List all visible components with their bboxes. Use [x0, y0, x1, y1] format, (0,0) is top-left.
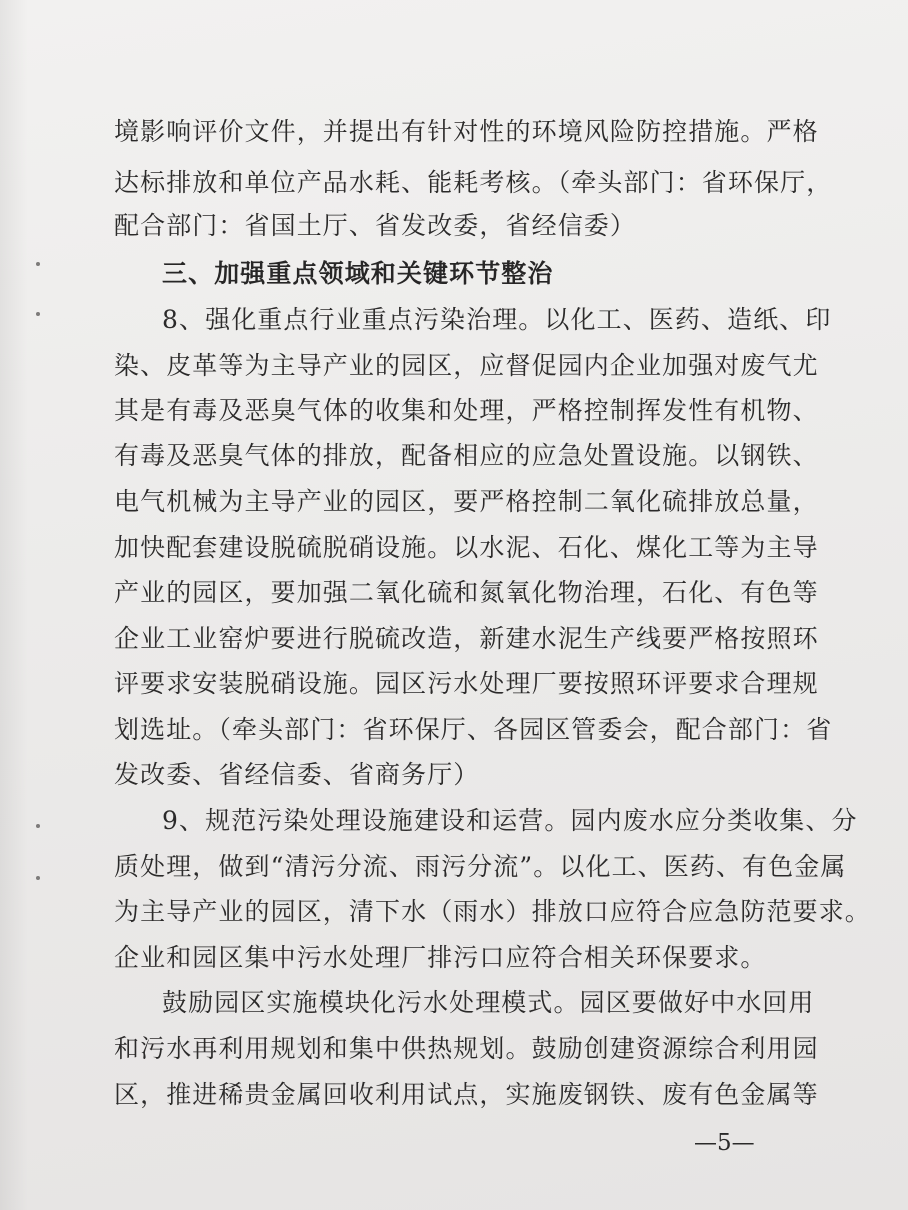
body-text-line: 和污水再利用规划和集中供热规划。鼓励创建资源综合利用园	[114, 1034, 819, 1063]
binding-hole	[36, 876, 40, 880]
body-text-line: 企业和园区集中污水处理厂排污口应符合相关环保要求。	[114, 943, 767, 972]
body-text-line: 划选址。（牵头部门：省环保厅、各园区管委会，配合部门：省	[114, 715, 833, 744]
paragraph-first-line: 鼓励园区实施模块化污水处理模式。园区要做好中水回用	[162, 988, 815, 1017]
body-text-line: 区，推进稀贵金属回收利用试点，实施废钢铁、废有色金属等	[114, 1080, 819, 1109]
body-text-line: 电气机械为主导产业的园区，要严格控制二氧化硫排放总量，	[114, 487, 819, 516]
body-text-line: 企业工业窑炉要进行脱硫改造，新建水泥生产线要严格按照环	[114, 624, 819, 653]
body-text-line: 发改委、省经信委、省商务厅）	[114, 760, 480, 789]
paragraph-first-line: 9、规范污染处理设施建设和运营。园内废水应分类收集、分	[162, 806, 858, 835]
body-text-line: 加快配套建设脱硫脱硝设施。以水泥、石化、煤化工等为主导	[114, 533, 819, 562]
body-text-line: 其是有毒及恶臭气体的收集和处理，严格控制挥发性有机物、	[114, 396, 819, 425]
body-text-line: 配合部门：省国土厅、省发改委，省经信委）	[114, 211, 637, 240]
binding-hole	[36, 312, 40, 316]
body-text-line: 为主导产业的园区，清下水（雨水）排放口应符合应急防范要求。	[114, 897, 871, 926]
page-edge-shadow	[0, 0, 28, 1210]
section-heading: 三、加强重点领域和关键环节整治	[162, 259, 554, 288]
body-text-line: 质处理，做到“清污分流、雨污分流”。以化工、医药、有色金属	[114, 852, 847, 881]
body-text-line: 产业的园区，要加强二氧化硫和氮氧化物治理，石化、有色等	[114, 578, 819, 607]
binding-hole	[36, 824, 40, 828]
body-text-line: 境影响评价文件，并提出有针对性的环境风险防控措施。严格	[114, 117, 819, 146]
body-text-line: 评要求安装脱硝设施。园区污水处理厂要按照环评要求合理规	[114, 669, 819, 698]
paragraph-first-line: 8、强化重点行业重点污染治理。以化工、医药、造纸、印	[162, 305, 832, 334]
page-number: —5—	[694, 1130, 755, 1156]
body-text-line: 染、皮革等为主导产业的园区，应督促园内企业加强对废气尤	[114, 351, 819, 380]
body-text-line: 达标排放和单位产品水耗、能耗考核。（牵头部门：省环保厅，	[114, 168, 833, 197]
binding-hole	[36, 262, 40, 266]
body-text-line: 有毒及恶臭气体的排放，配备相应的应急处置设施。以钢铁、	[114, 441, 819, 470]
